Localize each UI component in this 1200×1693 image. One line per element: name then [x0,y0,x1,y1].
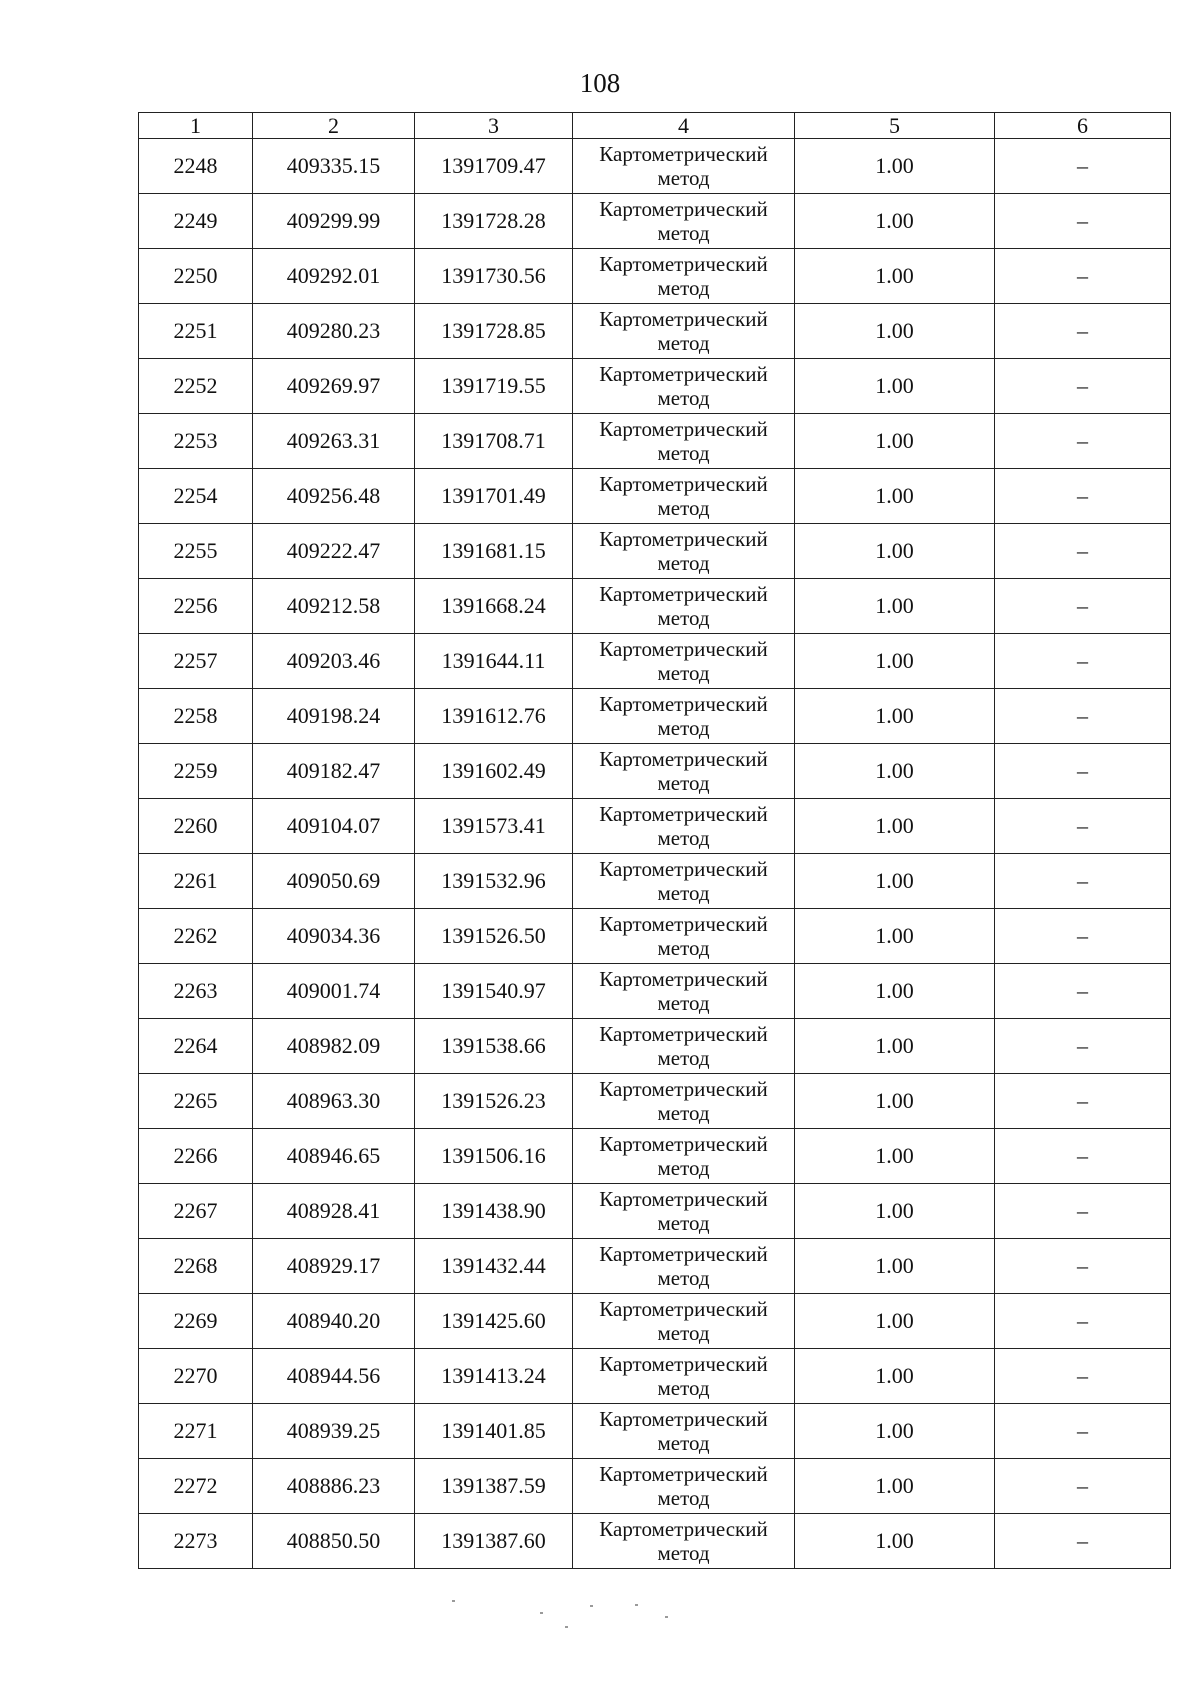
cell-method [573,1239,795,1294]
method-line-2: метод [657,826,710,850]
cell-method [573,469,795,524]
cell-y-coordinate: 1391709.47 [415,139,573,194]
cell-accuracy: 1.00 [795,359,995,414]
cell-note: – [995,1184,1171,1239]
method-line-2: метод [657,936,710,960]
cell-y-coordinate: 1391413.24 [415,1349,573,1404]
cell-y-coordinate: 1391506.16 [415,1129,573,1184]
method-line-2: метод [657,881,710,905]
cell-y-coordinate: 1391573.41 [415,799,573,854]
method-line-2: метод [657,1101,710,1125]
cell-method [573,689,795,744]
cell-point-number: 2272 [139,1459,253,1514]
cell-note: – [995,524,1171,579]
cell-y-coordinate: 1391681.15 [415,524,573,579]
cell-note: – [995,1019,1171,1074]
cell-y-coordinate: 1391728.28 [415,194,573,249]
cell-method [573,1294,795,1349]
cell-x-coordinate: 409335.15 [253,139,415,194]
cell-method [573,194,795,249]
cell-y-coordinate: 1391668.24 [415,579,573,634]
cell-note: – [995,964,1171,1019]
cell-note: – [995,1404,1171,1459]
cell-accuracy: 1.00 [795,1074,995,1129]
cell-x-coordinate: 408946.65 [253,1129,415,1184]
table-row [139,194,1171,249]
cell-x-coordinate: 408929.17 [253,1239,415,1294]
cell-note: – [995,909,1171,964]
cell-note: – [995,1129,1171,1184]
method-line-2: метод [657,1321,710,1345]
table-row [139,964,1171,1019]
cell-accuracy: 1.00 [795,249,995,304]
cell-method [573,359,795,414]
cell-x-coordinate: 409203.46 [253,634,415,689]
cell-note: – [995,1349,1171,1404]
scan-speck [635,1604,638,1606]
method-line-2: метод [657,276,710,300]
table-row [139,414,1171,469]
table-row [139,689,1171,744]
cell-x-coordinate: 408928.41 [253,1184,415,1239]
cell-point-number: 2260 [139,799,253,854]
cell-accuracy: 1.00 [795,744,995,799]
scan-speck [565,1626,568,1628]
cell-method [573,744,795,799]
cell-point-number: 2262 [139,909,253,964]
method-line-1: Картометрический [599,527,768,551]
cell-note: – [995,414,1171,469]
cell-accuracy: 1.00 [795,799,995,854]
method-line-2: метод [657,1376,710,1400]
cell-y-coordinate: 1391432.44 [415,1239,573,1294]
table-row [139,1239,1171,1294]
method-line-2: метод [657,1046,710,1070]
cell-point-number: 2263 [139,964,253,1019]
cell-y-coordinate: 1391526.23 [415,1074,573,1129]
cell-note: – [995,634,1171,689]
cell-point-number: 2270 [139,1349,253,1404]
cell-method [573,249,795,304]
cell-point-number: 2257 [139,634,253,689]
cell-x-coordinate: 408939.25 [253,1404,415,1459]
cell-method [573,1404,795,1459]
cell-point-number: 2273 [139,1514,253,1569]
table-row [139,1019,1171,1074]
cell-accuracy: 1.00 [795,1184,995,1239]
cell-note: – [995,854,1171,909]
table-row [139,744,1171,799]
page-number: 108 [579,68,621,98]
column-header-3: 3 [415,113,573,139]
cell-point-number: 2271 [139,1404,253,1459]
method-line-1: Картометрический [599,472,768,496]
cell-note: – [995,249,1171,304]
cell-x-coordinate: 408886.23 [253,1459,415,1514]
cell-note: – [995,579,1171,634]
cell-accuracy: 1.00 [795,1404,995,1459]
cell-y-coordinate: 1391708.71 [415,414,573,469]
cell-accuracy: 1.00 [795,469,995,524]
method-line-2: метод [657,716,710,740]
cell-x-coordinate: 409222.47 [253,524,415,579]
cell-accuracy: 1.00 [795,909,995,964]
cell-method [573,1514,795,1569]
table-row [139,1514,1171,1569]
cell-x-coordinate: 409280.23 [253,304,415,359]
cell-method [573,634,795,689]
scan-speck [665,1616,668,1618]
cell-x-coordinate: 409198.24 [253,689,415,744]
cell-x-coordinate: 409263.31 [253,414,415,469]
cell-note: – [995,744,1171,799]
cell-method [573,854,795,909]
cell-x-coordinate: 408940.20 [253,1294,415,1349]
table-row [139,139,1171,194]
cell-y-coordinate: 1391644.11 [415,634,573,689]
table-row [139,1349,1171,1404]
method-line-1: Картометрический [599,1187,768,1211]
cell-y-coordinate: 1391532.96 [415,854,573,909]
cell-method [573,304,795,359]
cell-x-coordinate: 408982.09 [253,1019,415,1074]
cell-note: – [995,194,1171,249]
method-line-1: Картометрический [599,307,768,331]
table-row [139,1459,1171,1514]
cell-point-number: 2264 [139,1019,253,1074]
cell-method [573,579,795,634]
table-row [139,854,1171,909]
cell-y-coordinate: 1391526.50 [415,909,573,964]
method-line-2: метод [657,386,710,410]
cell-note: – [995,359,1171,414]
cell-point-number: 2252 [139,359,253,414]
cell-x-coordinate: 409182.47 [253,744,415,799]
column-header-2: 2 [253,113,415,139]
cell-y-coordinate: 1391540.97 [415,964,573,1019]
cell-method [573,1349,795,1404]
cell-method [573,964,795,1019]
cell-accuracy: 1.00 [795,1514,995,1569]
table-row [139,359,1171,414]
method-line-2: метод [657,221,710,245]
cell-point-number: 2256 [139,579,253,634]
cell-method [573,1019,795,1074]
cell-point-number: 2248 [139,139,253,194]
table-header-row [139,113,1171,139]
cell-accuracy: 1.00 [795,414,995,469]
cell-accuracy: 1.00 [795,854,995,909]
cell-accuracy: 1.00 [795,1349,995,1404]
method-line-1: Картометрический [599,747,768,771]
method-line-1: Картометрический [599,1132,768,1156]
method-line-2: метод [657,991,710,1015]
cell-method [573,524,795,579]
cell-point-number: 2258 [139,689,253,744]
method-line-2: метод [657,551,710,575]
cell-point-number: 2254 [139,469,253,524]
cell-accuracy: 1.00 [795,1129,995,1184]
cell-point-number: 2266 [139,1129,253,1184]
cell-x-coordinate: 409269.97 [253,359,415,414]
cell-x-coordinate: 408850.50 [253,1514,415,1569]
table-row [139,1184,1171,1239]
table-body [139,139,1171,1569]
cell-point-number: 2265 [139,1074,253,1129]
cell-y-coordinate: 1391719.55 [415,359,573,414]
method-line-1: Картометрический [599,582,768,606]
cell-accuracy: 1.00 [795,579,995,634]
cell-note: – [995,689,1171,744]
cell-point-number: 2267 [139,1184,253,1239]
scan-speck [540,1612,543,1614]
cell-note: – [995,1239,1171,1294]
cell-method [573,1184,795,1239]
cell-method [573,414,795,469]
method-line-2: метод [657,496,710,520]
cell-y-coordinate: 1391602.49 [415,744,573,799]
table-row [139,579,1171,634]
cell-point-number: 2250 [139,249,253,304]
method-line-1: Картометрический [599,1352,768,1376]
cell-note: – [995,469,1171,524]
cell-note: – [995,304,1171,359]
cell-x-coordinate: 409034.36 [253,909,415,964]
cell-accuracy: 1.00 [795,1239,995,1294]
cell-point-number: 2261 [139,854,253,909]
cell-y-coordinate: 1391701.49 [415,469,573,524]
method-line-2: метод [657,606,710,630]
method-line-2: метод [657,441,710,465]
cell-x-coordinate: 409001.74 [253,964,415,1019]
cell-method [573,1129,795,1184]
coordinates-table [138,112,1171,1569]
cell-note: – [995,1294,1171,1349]
method-line-1: Картометрический [599,1407,768,1431]
table-row [139,249,1171,304]
method-line-1: Картометрический [599,1297,768,1321]
cell-method [573,1459,795,1514]
cell-accuracy: 1.00 [795,524,995,579]
cell-note: – [995,1459,1171,1514]
table-row [139,1294,1171,1349]
cell-method [573,909,795,964]
column-header-4: 4 [573,113,795,139]
scan-speck [452,1600,455,1602]
cell-x-coordinate: 409256.48 [253,469,415,524]
method-line-1: Картометрический [599,1022,768,1046]
method-line-1: Картометрический [599,912,768,936]
table-row [139,1129,1171,1184]
cell-accuracy: 1.00 [795,689,995,744]
scan-speck [590,1605,593,1607]
method-line-2: метод [657,166,710,190]
method-line-1: Картометрический [599,802,768,826]
cell-note: – [995,1074,1171,1129]
cell-x-coordinate: 408944.56 [253,1349,415,1404]
table-row [139,1404,1171,1459]
table-row [139,909,1171,964]
method-line-1: Картометрический [599,637,768,661]
column-header-5: 5 [795,113,995,139]
cell-y-coordinate: 1391387.60 [415,1514,573,1569]
cell-accuracy: 1.00 [795,1294,995,1349]
cell-x-coordinate: 409104.07 [253,799,415,854]
method-line-2: метод [657,771,710,795]
cell-accuracy: 1.00 [795,1019,995,1074]
column-header-1: 1 [139,113,253,139]
table-row [139,469,1171,524]
table-row [139,634,1171,689]
method-line-2: метод [657,1211,710,1235]
cell-accuracy: 1.00 [795,194,995,249]
cell-note: – [995,1514,1171,1569]
method-line-1: Картометрический [599,967,768,991]
method-line-2: метод [657,1486,710,1510]
cell-accuracy: 1.00 [795,304,995,359]
cell-point-number: 2259 [139,744,253,799]
table-row [139,1074,1171,1129]
method-line-1: Картометрический [599,417,768,441]
cell-method [573,139,795,194]
cell-y-coordinate: 1391425.60 [415,1294,573,1349]
method-line-1: Картометрический [599,692,768,716]
method-line-1: Картометрический [599,1517,768,1541]
method-line-2: метод [657,1156,710,1180]
method-line-2: метод [657,661,710,685]
cell-point-number: 2269 [139,1294,253,1349]
cell-accuracy: 1.00 [795,964,995,1019]
cell-accuracy: 1.00 [795,139,995,194]
cell-y-coordinate: 1391387.59 [415,1459,573,1514]
cell-x-coordinate: 409292.01 [253,249,415,304]
cell-method [573,1074,795,1129]
method-line-1: Картометрический [599,857,768,881]
cell-x-coordinate: 408963.30 [253,1074,415,1129]
cell-accuracy: 1.00 [795,634,995,689]
cell-point-number: 2251 [139,304,253,359]
cell-point-number: 2253 [139,414,253,469]
method-line-1: Картометрический [599,1462,768,1486]
cell-y-coordinate: 1391538.66 [415,1019,573,1074]
table-row [139,799,1171,854]
cell-point-number: 2249 [139,194,253,249]
cell-x-coordinate: 409212.58 [253,579,415,634]
cell-x-coordinate: 409299.99 [253,194,415,249]
cell-point-number: 2268 [139,1239,253,1294]
cell-method [573,799,795,854]
method-line-1: Картометрический [599,1077,768,1101]
cell-y-coordinate: 1391401.85 [415,1404,573,1459]
cell-y-coordinate: 1391612.76 [415,689,573,744]
table-row [139,524,1171,579]
method-line-1: Картометрический [599,362,768,386]
method-line-1: Картометрический [599,1242,768,1266]
cell-note: – [995,139,1171,194]
method-line-2: метод [657,331,710,355]
table-row [139,304,1171,359]
cell-x-coordinate: 409050.69 [253,854,415,909]
method-line-1: Картометрический [599,252,768,276]
cell-point-number: 2255 [139,524,253,579]
method-line-1: Картометрический [599,142,768,166]
cell-accuracy: 1.00 [795,1459,995,1514]
method-line-2: метод [657,1431,710,1455]
cell-y-coordinate: 1391730.56 [415,249,573,304]
cell-y-coordinate: 1391438.90 [415,1184,573,1239]
method-line-2: метод [657,1266,710,1290]
cell-y-coordinate: 1391728.85 [415,304,573,359]
cell-note: – [995,799,1171,854]
method-line-1: Картометрический [599,197,768,221]
method-line-2: метод [657,1541,710,1565]
column-header-6: 6 [995,113,1171,139]
